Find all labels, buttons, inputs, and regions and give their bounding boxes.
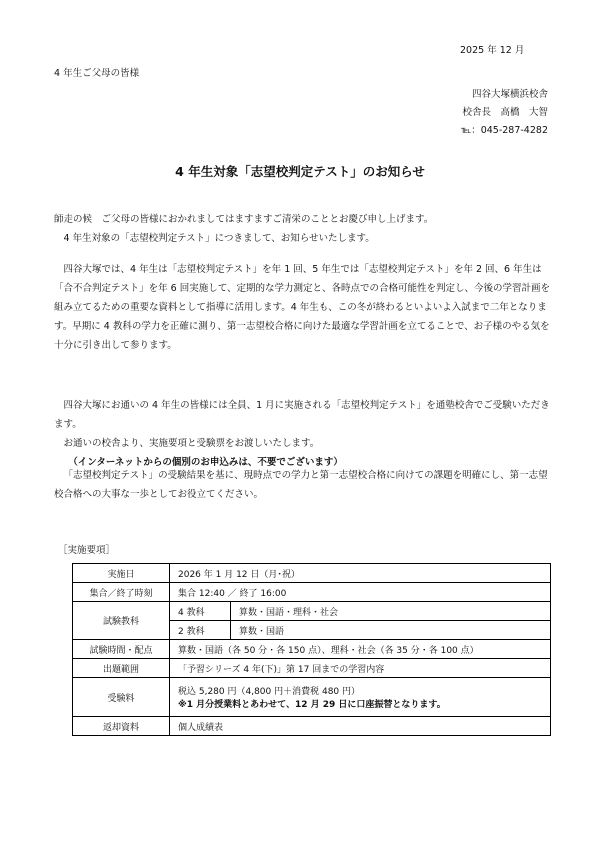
intro: 4 年生対象の「志望校判定テスト」につきまして、お知らせいたします。 [63,233,375,244]
duration-label: 試験時間・配点 [73,640,170,659]
paragraph-about-tests [54,260,554,355]
table-row [73,717,551,736]
subjects-2-name: 2 教科 [170,621,231,640]
return-label: 返却資料 [73,717,170,736]
paragraph-3b: お通いの校舎より、実施要項と受験票をお渡しいたします。 [63,438,320,449]
fee-label: 受験料 [73,678,170,717]
table-row [73,640,551,659]
document-title: 4 年生対象「志望校判定テスト」のお知らせ [175,164,425,179]
table-row [73,678,551,717]
scope-label: 出題範囲 [73,659,170,678]
table-row [73,659,551,678]
paragraph-participation [54,396,554,472]
fee-value: 税込 5,280 円（4,800 円＋消費税 480 円） [178,687,361,697]
paragraph-2: 四谷大塚では、4 年生は「志望校判定テスト」を年 1 回、5 年生では「志望校判定テスト」を年 2 回、6 年生は「合不合判定テスト」を年 6 回実施して、定期的な学力測定と、各時点での合格可能性を判定し、今後の学習計画を組み立てるための重要な資料として指導に活用します。4 年生も、この冬が終わるといよいよ入試まで二年となります。早期に 4 教科の学力を正確に測り、第一志望校合格に向けた最適な学習計画を立てることで、お子様のやる気を十分に引き出して参ります。 [54,264,551,351]
time-value: 集合 12:40 ／ 終了 16:00 [170,583,551,602]
date-label: 実施日 [73,564,170,583]
sender-school: 四谷大塚横浜校舎 [471,89,548,100]
document-date: 2025 年 12 月 [460,45,525,56]
greeting: 師走の候 ご父母の皆様におかれましてはますますご清栄のこととお慶び申し上げます。 [54,214,434,225]
subjects-label: 試験教科 [73,602,170,640]
no-online-application-note: （インターネットからの個別のお申込みは、不要でございます） [68,457,343,468]
sender-phone: ℡：045-287-4282 [460,125,548,136]
addressee: 4 年生ご父母の皆様 [54,68,140,79]
table-row [73,564,551,583]
table-row [73,583,551,602]
spec-table [72,563,551,736]
spec-heading: ［実施要項］ [58,545,116,556]
return-value: 個人成績表 [170,717,551,736]
subjects-4-name: 4 教科 [170,602,231,621]
duration-value: 算数・国語（各 50 分・各 150 点）、理科・社会（各 35 分・各 100 点） [170,640,551,659]
paragraph-results [54,466,554,504]
paragraph-4: 「志望校判定テスト」の受験結果を基に、現時点での学力と第一志望校合格に向けての課題を明確にし、第一志望校合格への大事な一歩としてお役立てください。 [54,470,548,500]
paragraph-3: 四谷大塚にお通いの 4 年生の皆様には全員、1 月に実施される「志望校判定テスト」を通塾校舎でご受験いただきます。 [54,400,550,430]
fee-cell [170,678,551,717]
date-value: 2026 年 1 月 12 日（月･祝） [170,564,551,583]
greeting-section [54,210,554,248]
sender-head: 校舎長 高橋 大智 [462,107,548,118]
table-row [73,602,551,621]
scope-value: 「予習シリーズ 4 年(下)」第 17 回までの学習内容 [170,659,551,678]
subjects-4-value: 算数・国語・理科・社会 [231,602,551,621]
time-label: 集合／終了時刻 [73,583,170,602]
fee-note: ※1 月分授業料とあわせて、12 月 29 日に口座振替となります。 [178,700,446,710]
subjects-2-value: 算数・国語 [231,621,551,640]
